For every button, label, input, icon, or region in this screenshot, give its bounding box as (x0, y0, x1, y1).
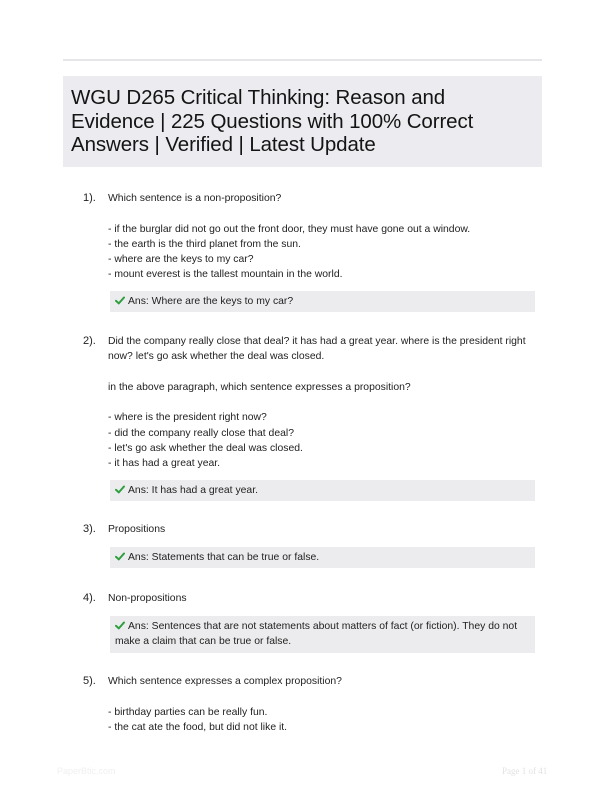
option: - where are the keys to my car? (108, 254, 254, 266)
option: - let's go ask whether the deal was closed. (108, 443, 303, 455)
option: - mount everest is the tallest mountain in the world. (108, 269, 343, 281)
question-prompt: Which sentence is a non-proposition? (108, 193, 282, 204)
option: - if the burglar did not go out the front door, they must have gone out a window. (108, 223, 471, 235)
page-number: Page 1 of 41 (502, 766, 548, 776)
question-body (108, 191, 536, 283)
title-line-2: Evidence | 225 Questions with 100% Correct (71, 109, 474, 133)
question-prompt: Propositions (108, 524, 166, 535)
question-number: 4). (83, 592, 96, 604)
answer-text: Ans: Statements that can be true or false. (128, 552, 320, 563)
question-number: 3). (83, 523, 96, 535)
question-number: 1). (83, 192, 96, 204)
option: - it has had a great year. (108, 458, 221, 470)
question-number: 2). (83, 335, 96, 347)
title-line-1: WGU D265 Critical Thinking: Reason and (71, 86, 446, 109)
option: - did the company really close that deal? (108, 427, 294, 439)
document-title (71, 86, 534, 157)
footer-site-watermark: PaperBtic.com (57, 766, 116, 776)
answer-box (110, 547, 535, 568)
checkmark-icon (115, 552, 125, 561)
top-divider (63, 59, 542, 61)
answer-text: Ans: It has had a great year. (128, 485, 258, 496)
question-prompt: Which sentence expresses a complex proposition? (108, 676, 342, 687)
question-body (108, 591, 536, 606)
answer-box (110, 291, 535, 312)
checkmark-icon (115, 296, 125, 305)
spacer (108, 206, 536, 221)
answer-box (110, 480, 535, 501)
question-sub-prompt: in the above paragraph, which sentence expresses a proposition? (108, 381, 411, 393)
question-prompt-line-1: Did the company really close that deal? it has had a great year. where is the president right (108, 336, 526, 347)
spacer (108, 395, 548, 410)
answer-line-2: make a claim that can be true or false. (115, 636, 292, 648)
checkmark-icon (115, 621, 125, 630)
question-prompt: Non-propositions (108, 593, 187, 604)
title-banner (63, 76, 542, 167)
option: - where is the president right now? (108, 412, 267, 424)
title-line-3: Answers | Verified | Latest Update (71, 133, 376, 156)
spacer (108, 689, 536, 704)
checkmark-icon (115, 485, 125, 494)
question-body (108, 334, 548, 472)
answer-box (110, 616, 535, 653)
option: - the earth is the third planet from the sun. (108, 238, 301, 250)
question-body (108, 674, 536, 735)
question-body (108, 522, 536, 537)
answer-line-1 (115, 619, 529, 634)
option: - the cat ate the food, but did not like it. (108, 721, 288, 733)
option: - birthday parties can be really fun. (108, 706, 268, 718)
question-prompt-line-2: now? let's go ask whether the deal was closed. (108, 351, 325, 363)
answer-text: Ans: Sentences that are not statements about matters of fact (or fiction). They do not (128, 621, 518, 632)
question-number: 5). (83, 675, 96, 687)
spacer (108, 365, 548, 380)
answer-text: Ans: Where are the keys to my car? (128, 296, 294, 307)
